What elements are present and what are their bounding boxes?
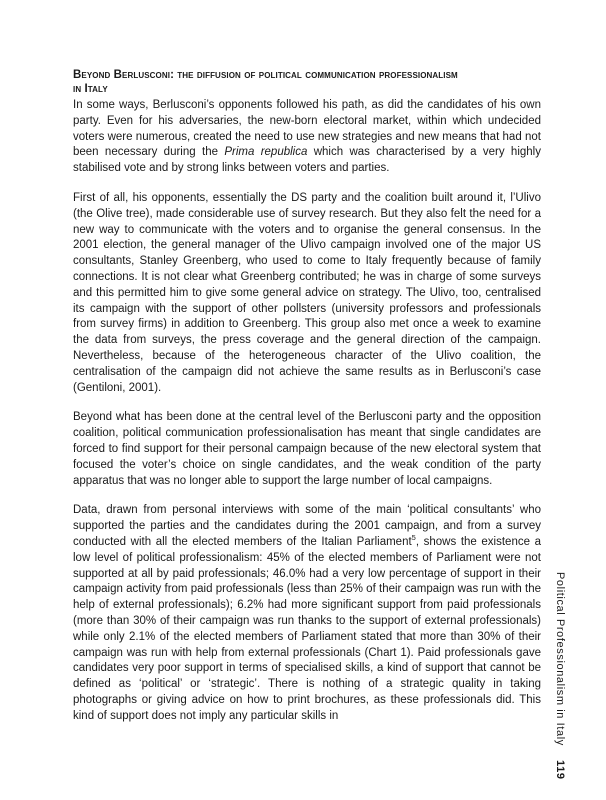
section-heading-line-1: Beyond Berlusconi: the diffusion of political communication professionalism [73,69,458,81]
paragraph-2: First of all, his opponents, essentially the DS party and the coalition built around it, l’Ulivo (the Olive tree), made considerable use of survey research. But they also felt the need for a new way to communicate with the voters and to organise the general consensus. In the 2001 election, the general manager of the Ulivo campaign involved one of the major US consultants, Stanley Greenberg, who used to come to Italy frequently because of family connections. It is not clear what Greenberg contributed; he was in charge of some surveys and this permitted him to give some general advice on strategy. The Ulivo, too, centralised its campaign with the support of other pollsters (university professors and professionals from survey firms) in addition to Greenberg. This group also met once a week to examine the data from surveys, the press coverage and the general direction of the campaign. Nevertheless, because of the heterogeneous character of the Ulivo coalition, the centralisation of the campaign did not achieve the same results as in Berlusconi’s case (Gentiloni, 2001). [73,191,541,394]
paragraph-4-text-a: Data, drawn from personal interviews with some of the main ‘political consultants’ who supported the parties and the candidates during the 2001 campaign, and from a survey conducted with all the elected members of the Italian Parliament [73,504,541,548]
paragraph-4 [73,503,541,724]
section-heading [73,68,541,96]
footnote-marker: 5 [411,533,416,543]
paragraph-1 [73,98,541,177]
paragraph-3: Beyond what has been done at the central level of the Berlusconi party and the opposition coalition, political communication professionalisation has meant that single candidates are forced to find support for their personal campaign because of the new electoral system that focused the voter’s choice on single candidates, and the weak condition of the party apparatus that was no longer able to support the large number of local campaigns. [73,411,541,487]
paragraph-1-italic-term: Prima republica [224,146,308,159]
page-number: 119 [554,759,566,780]
running-head [554,572,566,779]
paragraph-4-text-b: , shows the existence a low level of political professionalism: 45% of the elected members of Parliament were not supported at all by paid professionals; 46.0% had a very low percentage of support in their campaign activity from paid professionals (less than 25% of their campaign was run with the help of external professionals); 6.2% had more significant support from paid professionals (more than 30% of their campaign was run thanks to the support of external professionals) while only 2.1% of the elected members of Parliament stated that more than 30% of their campaign was run with help from external professionals (Chart 1). Paid professionals gave candidates very poor support in terms of specialised skills, a kind of support that cannot be defined as ‘political’ or ‘strategic’. There is nothing of a strategic quality in taking photographs or giving advice on how to print brochures, as these professionals did. This kind of support does not imply any particular skills in [73,535,541,722]
section-heading-line-2: in Italy [73,83,108,95]
paragraph-1-text-a: In some ways, Berlusconi’s opponents followed his path, as did the candidates of his own party. Even for his adversaries, the new-born electoral market, within which undecided voters were numerous, created the need to use new strategies and new means that had not been necessary during the [73,99,541,159]
page-body [73,68,541,738]
running-head-title: Political Professionalism in Italy [554,572,566,746]
paragraph-1-text-b: which was characterised by a very highly stabilised vote and by strong links between voters and parties. [73,146,541,175]
